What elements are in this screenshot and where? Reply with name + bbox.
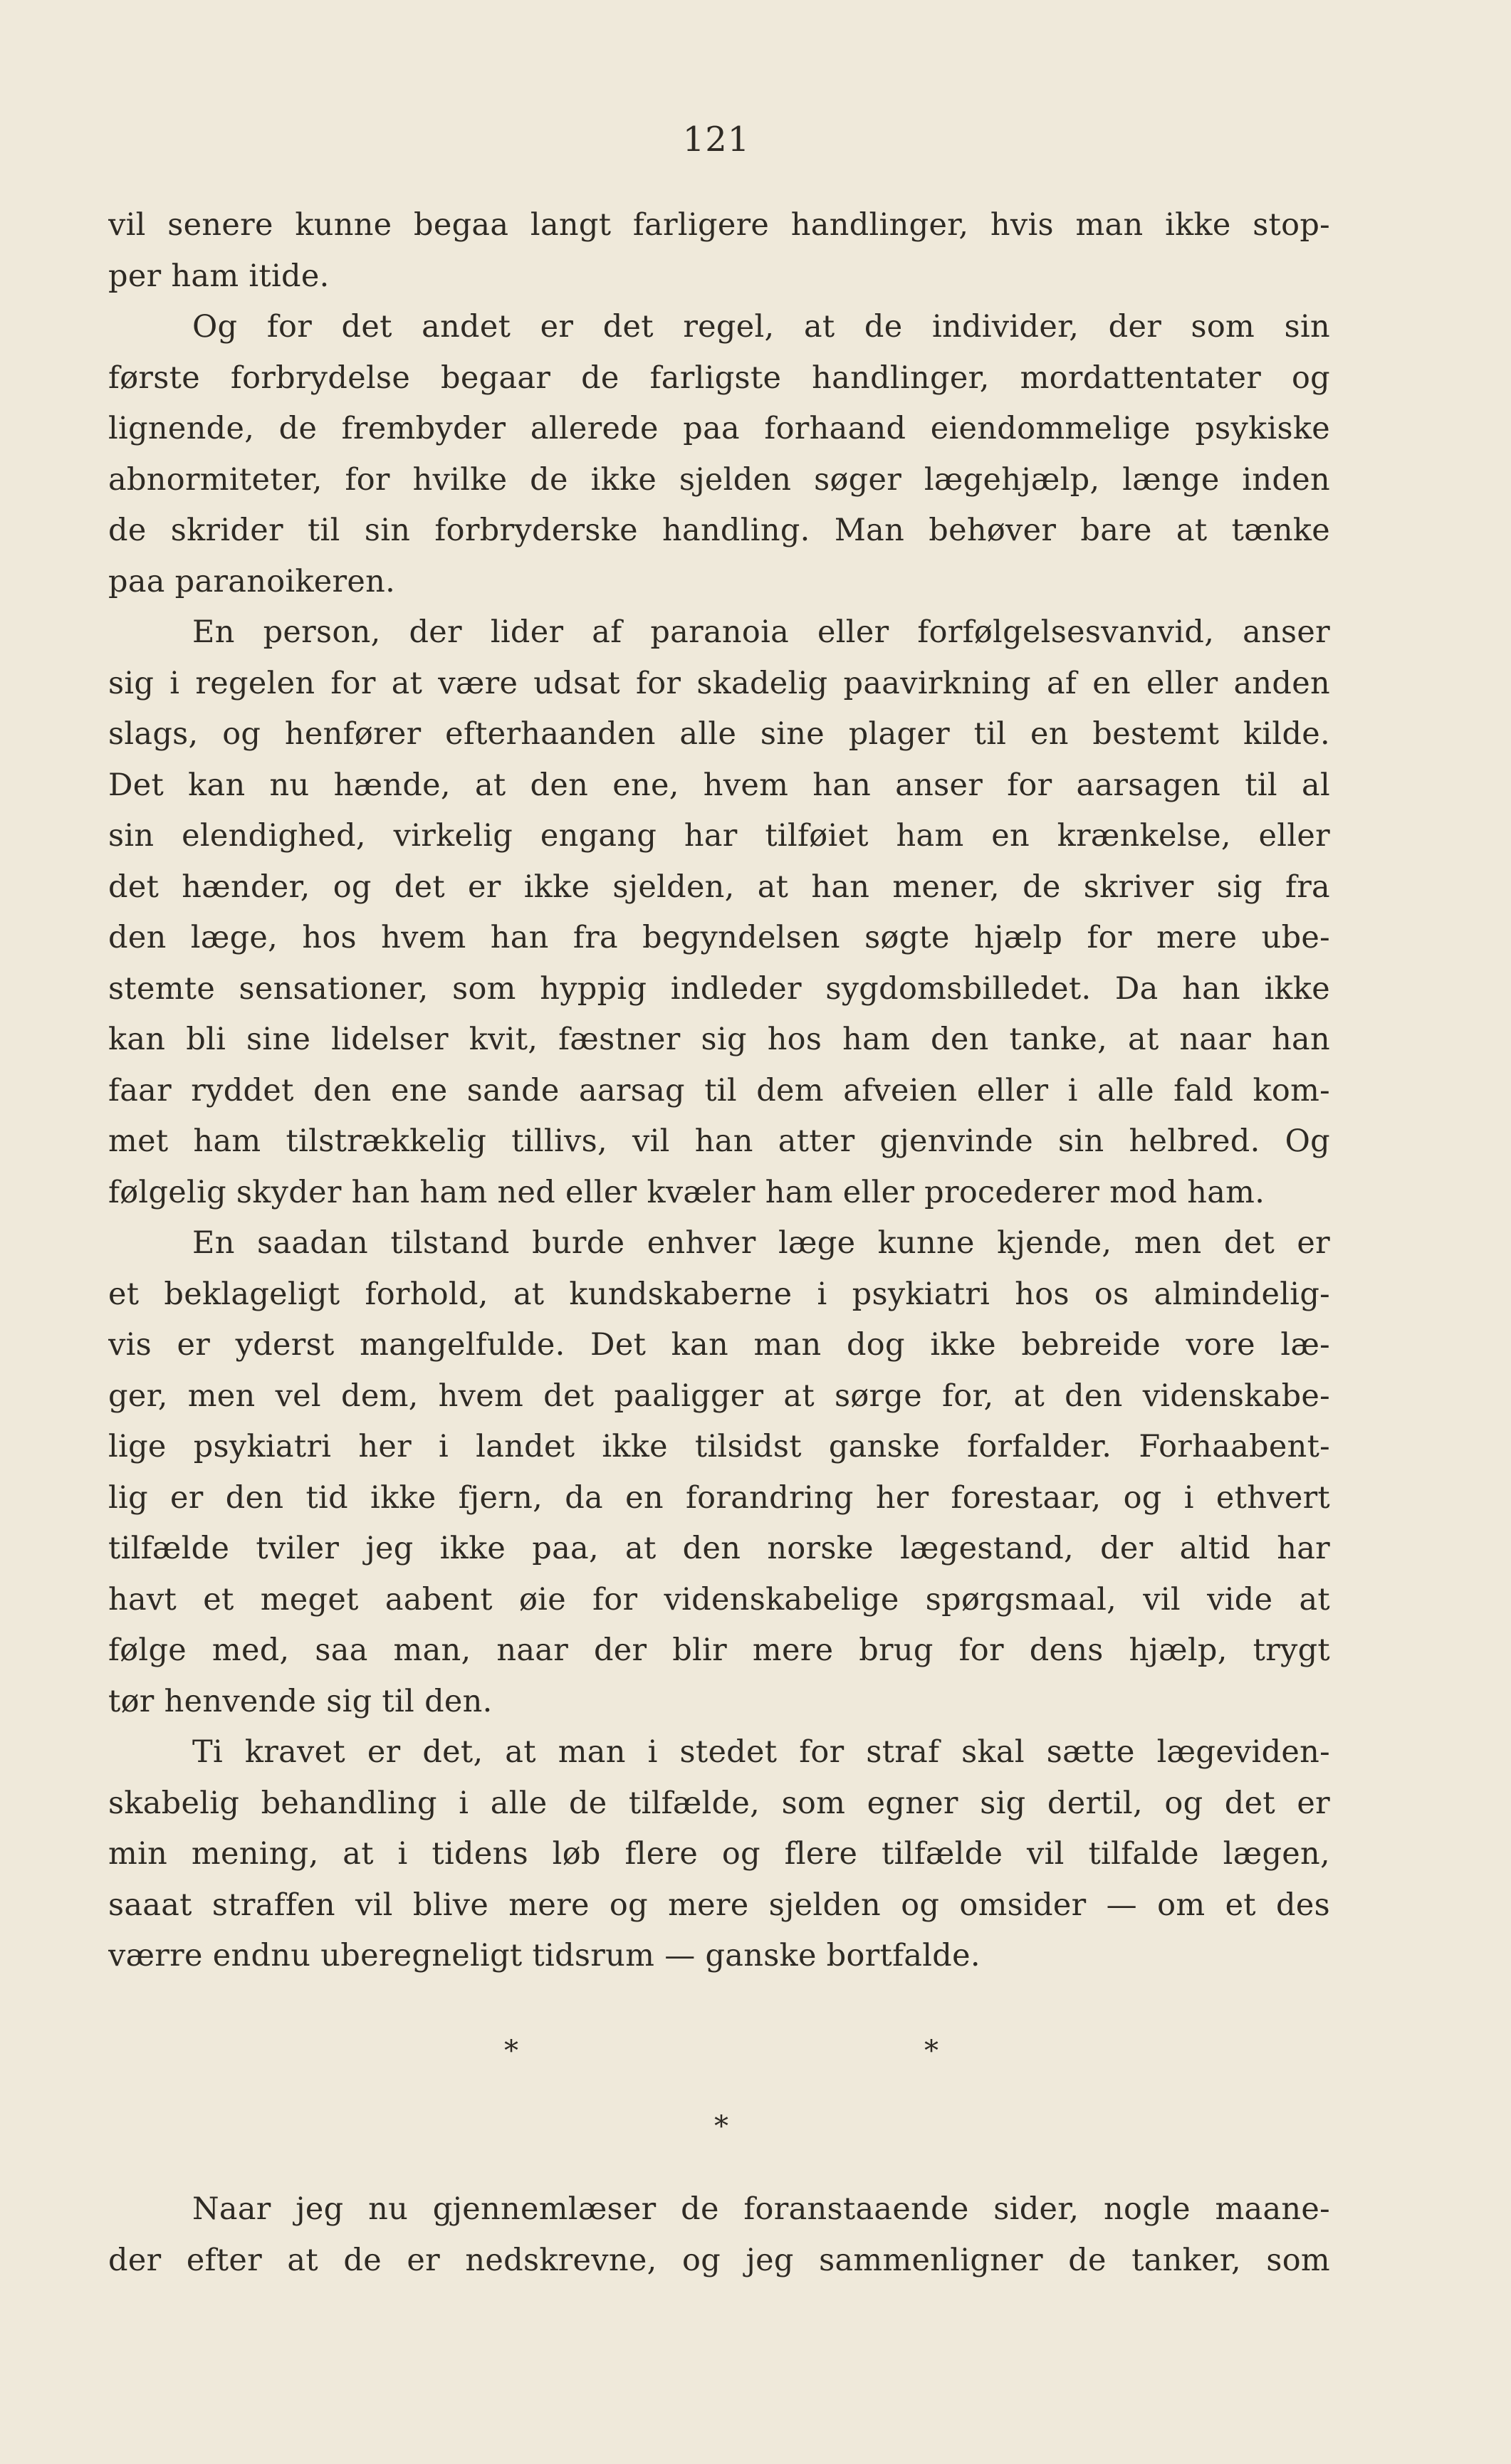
main-text (108, 200, 1330, 1982)
text-line: sig i regelen for at være udsat for skadelig paavirkning af en eller anden (108, 665, 1330, 701)
asterisk-center: * (714, 2110, 728, 2143)
text-line: stemte sensationer, som hyppig indleder sygdomsbilledet. Da han ikke (108, 970, 1330, 1007)
text-line: havt et meget aabent øie for videnskabelige spørgsmaal, vil vide at (108, 1581, 1330, 1618)
asterisk-left: * (504, 2035, 518, 2067)
text-line: sin elendighed, virkelig engang har tilføiet ham en krænkelse, eller (108, 818, 1330, 854)
text-line: Og for det andet er det regel, at de individer, der som sin (192, 309, 1330, 345)
text-line: slags, og henfører efterhaanden alle sine plager til en bestemt kilde. (108, 716, 1330, 752)
text-line: lige psykiatri her i landet ikke tilsidst ganske forfalder. Forhaabent- (108, 1429, 1330, 1464)
text-line: ger, men vel dem, hvem det paaligger at sørge for, at den videnskabe- (108, 1378, 1330, 1414)
text-line: vis er yderst mangelfulde. Det kan man dog ikke bebreide vore læ- (108, 1327, 1330, 1363)
text-line: de skrider til sin forbryderske handling. Man behøver bare at tænke (108, 513, 1330, 548)
text-line: saaat straffen vil blive mere og mere sjelden og omsider — om et des (108, 1887, 1330, 1923)
text-line: følge med, saa man, naar der blir mere brug for dens hjælp, trygt (108, 1632, 1330, 1668)
page-number: 121 (682, 120, 751, 159)
text-line: En person, der lider af paranoia eller forfølgelsesvanvid, anser (192, 614, 1330, 650)
text-line: min mening, at i tidens løb flere og flere tilfælde vil tilfalde lægen, (108, 1836, 1330, 1872)
asterisk-right: * (924, 2035, 939, 2067)
text-line: første forbrydelse begaar de farligste handlinger, mordattentater og (108, 360, 1330, 396)
text-line: tør henvende sig til den. (108, 1683, 493, 1719)
text-line: det hænder, og det er ikke sjelden, at han mener, de skriver sig fra (108, 869, 1330, 905)
text-line: Det kan nu hænde, at den ene, hvem han anser for aarsagen til al (108, 767, 1330, 803)
text-line: Naar jeg nu gjennemlæser de foranstaaende sider, nogle maane- (192, 2191, 1330, 2227)
text-line: lignende, de frembyder allerede paa forhaand eiendommelige psykiske (108, 411, 1330, 446)
text-line: der efter at de er nedskrevne, og jeg sammenligner de tanker, som (108, 2242, 1330, 2278)
text-line: værre endnu uberegneligt tidsrum — ganske bortfalde. (108, 1938, 981, 1973)
text-line: lig er den tid ikke fjern, da en forandring her forestaar, og i ethvert (108, 1479, 1330, 1516)
text-line: skabelig behandling i alle de tilfælde, som egner sig dertil, og det er (108, 1785, 1330, 1821)
text-line: faar ryddet den ene sande aarsag til dem afveien eller i alle fald kom- (108, 1072, 1330, 1108)
text-line: kan bli sine lidelser kvit, fæstner sig hos ham den tanke, at naar han (108, 1022, 1330, 1057)
text-line: per ham itide. (108, 258, 330, 294)
text-line: Ti kravet er det, at man i stedet for straf skal sætte lægeviden- (192, 1734, 1330, 1770)
text-line: En saadan tilstand burde enhver læge kunne kjende, men det er (192, 1225, 1330, 1261)
text-line: følgelig skyder han ham ned eller kvæler ham eller procederer mod ham. (108, 1174, 1265, 1210)
text-line: den læge, hos hvem han fra begyndelsen søgte hjælp for mere ube- (108, 920, 1330, 955)
text-line: tilfælde tviler jeg ikke paa, at den norske lægestand, der altid har (108, 1531, 1330, 1566)
continued-text (108, 2184, 1330, 2286)
text-line: met ham tilstrækkelig tillivs, vil han atter gjenvinde sin helbred. Og (108, 1123, 1330, 1159)
text-line: vil senere kunne begaa langt farligere handlinger, hvis man ikke stop- (108, 207, 1330, 243)
text-line: paa paranoikeren. (108, 563, 396, 599)
text-line: et beklageligt forhold, at kundskaberne i psykiatri hos os almindelig- (108, 1276, 1330, 1312)
text-line: abnormiteter, for hvilke de ikke sjelden søger lægehjælp, længe inden (108, 461, 1330, 498)
